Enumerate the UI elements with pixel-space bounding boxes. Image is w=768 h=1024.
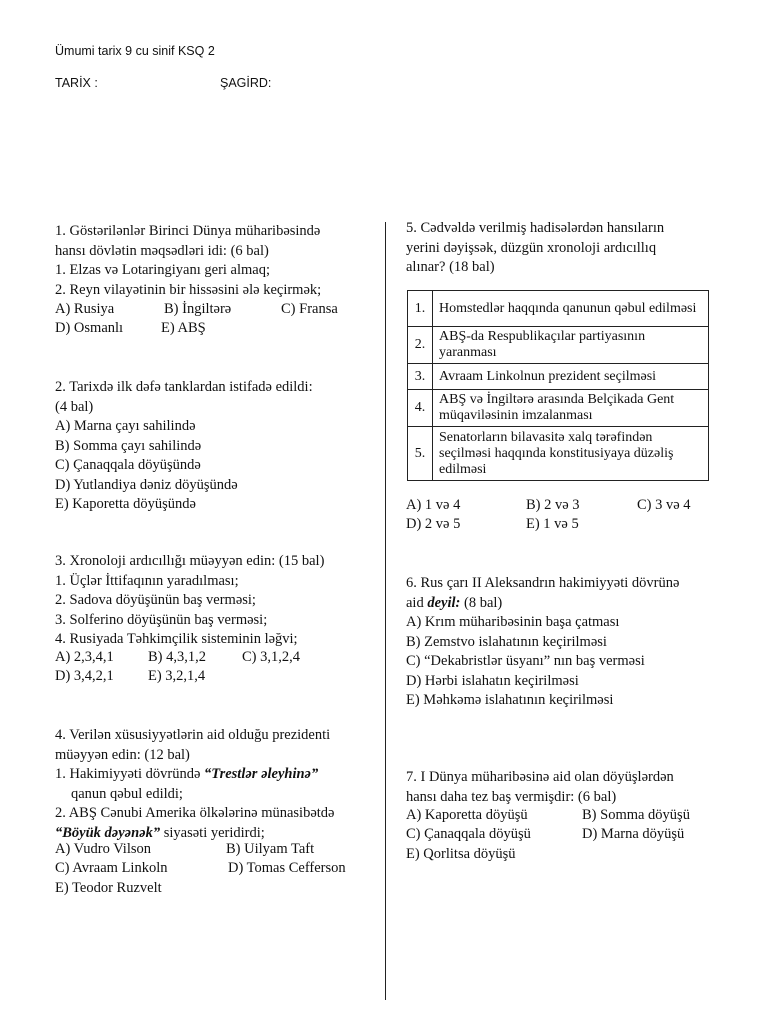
q6-option-b[interactable]: B) Zemstvo islahatının keçirilməsi [406,633,607,650]
q4-item-2: 2. ABŞ Cənubi Amerika ölkələrinə münasibətdə [55,805,335,821]
q2-option-c[interactable]: C) Çanaqqala döyüşündə [55,457,201,473]
date-label: TARİX : [55,76,98,90]
table-cell-text: Senatorların bilavasitə xalq tərəfindən seçilməsi haqqında konstitusiyaya düzəliş edilməsi [433,427,709,481]
q3-line: 4. Rusiyada Təhkimçilik sisteminin ləğvi; [55,631,298,647]
q7-option-e[interactable]: E) Qorlitsa döyüşü [406,846,516,862]
q4-emphasis: “Böyük dəyənək” [55,824,161,841]
q6-option-d[interactable]: D) Hərbi islahatın keçirilməsi [406,672,579,689]
q5-option-b[interactable]: B) 2 və 3 [526,497,580,513]
q3-option-e[interactable]: E) 3,2,1,4 [148,668,206,684]
q5-option-d[interactable]: D) 2 və 5 [406,516,461,532]
q3-line: 3. Solferino döyüşünün baş verməsi; [55,611,268,628]
q2-option-b[interactable]: B) Somma çayı sahilində [55,437,202,454]
q5-option-e[interactable]: E) 1 və 5 [526,516,579,532]
table-cell-num: 1. [408,291,433,327]
table-row [408,291,709,327]
q2-line: 2. Tarixdə ilk dəfə tanklardan istifadə edildi: [55,379,313,395]
q5-option-a[interactable]: A) 1 və 4 [406,497,461,513]
q4-option-a[interactable]: A) Vudro Vilson [55,841,152,857]
table-cell-num: 5. [408,427,433,481]
q4-line: müəyyən edin: (12 bal) [55,746,190,763]
q4-emphasis: “Trestlər əleyhinə” [204,766,319,782]
q6-emphasis: deyil: [427,594,461,611]
student-label: ŞAGİRD: [220,76,272,90]
page-title: Ümumi tarix 9 cu sinif KSQ 2 [55,44,215,58]
q7-option-c[interactable]: C) Çanaqqala döyüşü [406,826,531,842]
table-cell-text: Avraam Linkolnun prezident seçilməsi [433,364,709,390]
events-table [407,290,709,481]
q2-line: (4 bal) [55,398,94,415]
q3-line: 1. Üçlər İttifaqının yaradılması; [55,572,239,589]
q1-option-e[interactable]: E) ABŞ [161,320,206,336]
q5-line: alınar? (18 bal) [406,259,495,275]
column-divider [385,222,386,1000]
q3-option-a[interactable]: A) 2,3,4,1 [55,649,114,665]
q7-line: hansı daha tez baş vermişdir: (6 bal) [406,788,617,805]
q4-line: 4. Verilən xüsusiyyətlərin aid olduğu prezidenti [55,727,331,743]
q5-line: yerini dəyişsək, düzgün xronoloji ardıcıllıq [406,239,657,256]
question-1 [55,222,321,300]
question-4 [55,726,334,843]
q4-option-c[interactable]: C) Avraam Linkoln [55,860,168,876]
question-5 [406,219,664,278]
q5-option-c[interactable]: C) 3 və 4 [637,497,691,513]
table-cell-text: Homstedlər haqqında qanunun qəbul edilməsi [433,291,709,327]
table-cell-text: ABŞ və İngiltərə arasında Belçikada Gent müqaviləsinin imzalanması [433,390,709,427]
q4-option-b[interactable]: B) Uilyam Taft [226,841,315,857]
q4-option-d[interactable]: D) Tomas Cefferson [228,860,346,876]
q3-line: 2. Sadova döyüşünün baş verməsi; [55,592,256,608]
question-7 [406,768,674,807]
q3-line: 3. Xronoloji ardıcıllığı müəyyən edin: (15 bal) [55,553,325,569]
q1-line: hansı dövlətin məqsədləri idi: (6 bal) [55,242,269,259]
q5-line: 5. Cədvəldə verilmiş hadisələrdən hansıların [406,220,665,236]
q6-line: aid deyil: (8 bal) [406,594,503,611]
q3-option-b[interactable]: B) 4,3,1,2 [148,649,206,665]
q1-option-a[interactable]: A) Rusiya [55,301,115,317]
q6-line: 6. Rus çarı II Aleksandrın hakimiyyəti dövrünə [406,575,680,591]
table-cell-num: 3. [408,364,433,390]
q3-option-d[interactable]: D) 3,4,2,1 [55,668,114,684]
table-row [408,427,709,481]
table-row [408,364,709,390]
question-2 [55,378,313,515]
q2-option-e[interactable]: E) Kaporetta döyüşündə [55,496,196,512]
q4-item-2-cont: “Böyük dəyənək” siyasəti yeridirdi; [55,824,265,841]
q4-option-e[interactable]: E) Teodor Ruzvelt [55,880,162,896]
q1-option-d[interactable]: D) Osmanlı [55,320,124,336]
q1-line: 2. Reyn vilayətinin bir hissəsini ələ keçirmək; [55,281,322,298]
table-row [408,390,709,427]
q7-option-b[interactable]: B) Somma döyüşü [582,807,690,823]
question-6 [406,574,679,711]
q4-item-1: 1. Hakimiyyəti dövründə “Trestlər əleyhinə” [55,766,319,782]
q7-line: 7. I Dünya müharibəsinə aid olan döyüşlərdən [406,769,674,785]
q1-option-b[interactable]: B) İngiltərə [164,301,232,317]
q1-line: 1. Göstərilənlər Birinci Dünya müharibəsində [55,223,321,239]
q3-option-c[interactable]: C) 3,1,2,4 [242,649,300,665]
q6-option-c[interactable]: C) “Dekabristlər üsyanı” nın baş verməsi [406,653,645,669]
q2-option-a[interactable]: A) Marna çayı sahilində [55,418,196,434]
table-cell-num: 2. [408,327,433,364]
q1-line: 1. Elzas və Lotaringiyanı geri almaq; [55,262,271,278]
table-row [408,327,709,364]
table-cell-num: 4. [408,390,433,427]
q6-option-e[interactable]: E) Məhkəmə islahatının keçirilməsi [406,692,614,708]
table-cell-text: ABŞ-da Respublikaçılar partiyasının yaranması [433,327,709,364]
q6-option-a[interactable]: A) Krım müharibəsinin başa çatması [406,614,620,630]
question-3 [55,552,324,650]
q7-option-d[interactable]: D) Marna döyüşü [582,826,685,842]
q7-option-a[interactable]: A) Kaporetta döyüşü [406,807,528,823]
q2-option-d[interactable]: D) Yutlandiya dəniz döyüşündə [55,476,238,493]
q4-item-1-cont: qanun qəbul edildi; [71,785,183,802]
q1-option-c[interactable]: C) Fransa [281,301,338,317]
